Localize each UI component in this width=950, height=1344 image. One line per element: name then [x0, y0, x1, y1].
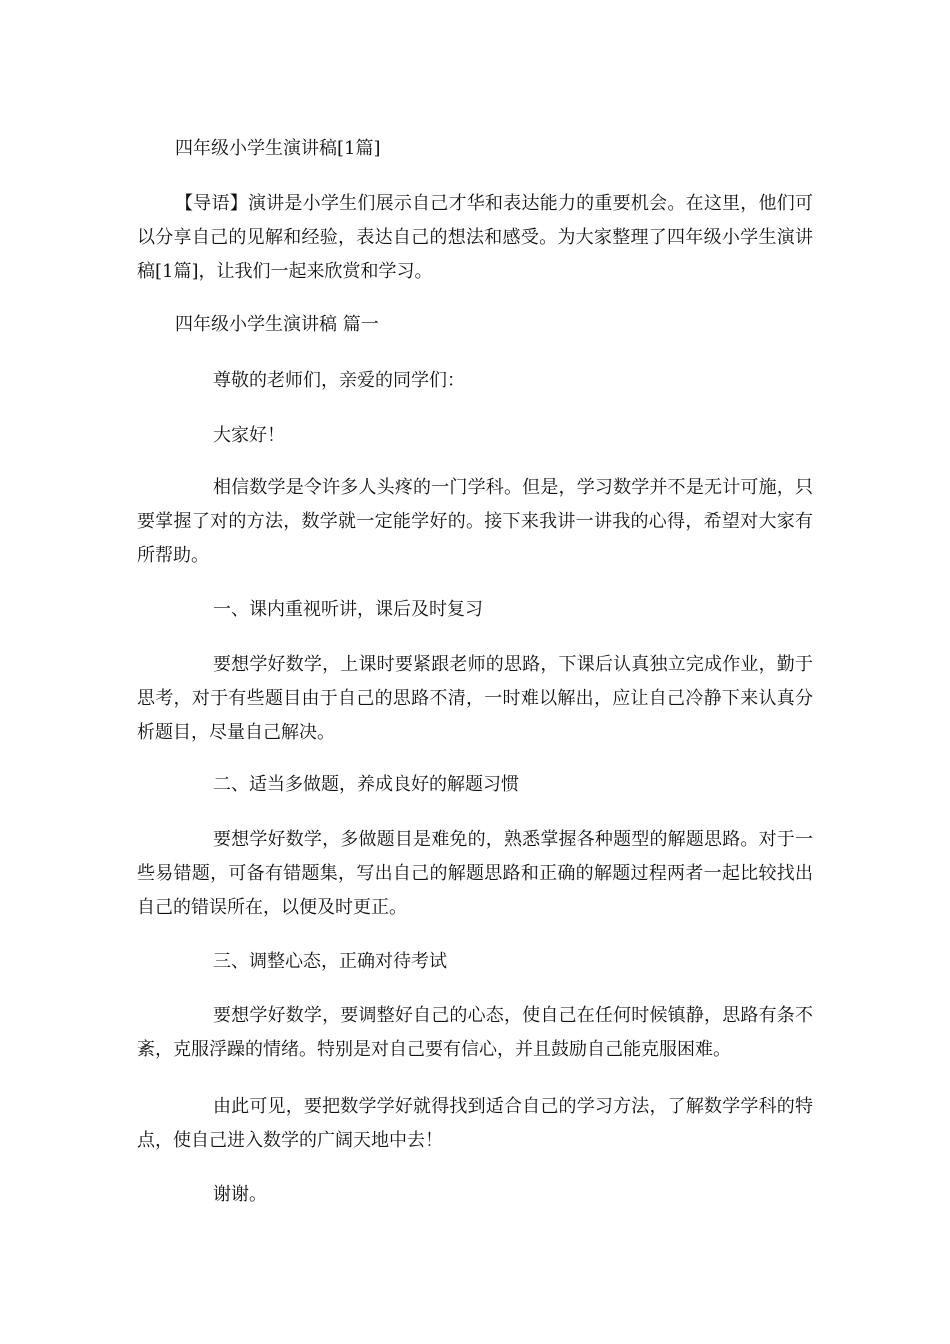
heading-point-2: 二、适当多做题，养成良好的解题习惯: [213, 774, 519, 795]
section-title: 四年级小学生演讲稿 篇一: [175, 314, 379, 335]
body-paragraph-1: 相信数学是令许多人头疼的一门学科。但是，学习数学并不是无计可施，只要掌握了对的方法，数学就一定能学好的。接下来我讲一讲我的心得，希望对大家有所帮助。: [137, 477, 813, 566]
body-paragraph-4: 要想学好数学，要调整好自己的心态，使自己在任何时候镇静，思路有条不紊，克服浮躁的情绪。特别是对自己要有信心，并且鼓励自己能克服困难。: [137, 1005, 813, 1060]
body-paragraph-2: 要想学好数学，上课时要紧跟老师的思路，下课后认真独立完成作业，勤于思考，对于有些题目由于自己的思路不清，一时难以解出，应让自己冷静下来认真分析题目，尽量自己解决。: [137, 654, 813, 743]
body-paragraph-5: 由此可见，要把数学学好就得找到适合自己的学习方法，了解数学学科的特点，使自己进入数学的广阔天地中去！: [137, 1096, 813, 1151]
body-paragraph-3: 要想学好数学，多做题目是难免的，熟悉掌握各种题型的解题思路。对于一些易错题，可备有错题集，写出自己的解题思路和正确的解题过程两者一起比较找出自己的错误所在，以便及时更正。: [137, 829, 813, 918]
greeting: 大家好！: [213, 425, 285, 446]
heading-point-3: 三、调整心态，正确对待考试: [213, 951, 447, 972]
closing-line: 谢谢。: [213, 1184, 267, 1205]
salutation: 尊敬的老师们，亲爱的同学们：: [213, 370, 465, 391]
intro-paragraph: 【导语】演讲是小学生们展示自己才华和表达能力的重要机会。在这里，他们可以分享自己的见解和经验，表达自己的想法和感受。为大家整理了四年级小学生演讲稿[1篇]，让我们一起来欣赏和学习。: [137, 193, 813, 282]
document-title: 四年级小学生演讲稿[1篇]: [175, 138, 381, 159]
heading-point-1: 一、课内重视听讲，课后及时复习: [213, 599, 483, 620]
